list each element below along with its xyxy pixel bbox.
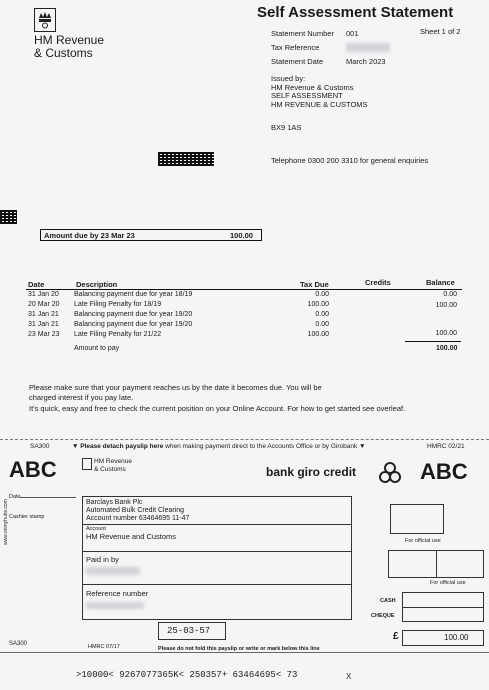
- col-balance: Balance: [426, 278, 455, 287]
- issuer-line-1: HM Revenue & Customs: [271, 82, 354, 92]
- crown-crest-icon: [34, 8, 56, 32]
- reference-redacted: [86, 602, 144, 609]
- cell-tax-due: 100.00: [307, 331, 329, 338]
- cell-tax-due: 0.00: [315, 311, 329, 318]
- micr-x: X: [346, 672, 352, 681]
- cut-line: [0, 652, 489, 653]
- detach-line: [0, 439, 489, 440]
- paid-in-by-label: Paid in by: [86, 555, 119, 564]
- col-date: Date: [28, 280, 45, 289]
- abc-right: ABC: [420, 459, 468, 484]
- payslip-sa300: SA300: [9, 641, 28, 647]
- date-line[interactable]: [20, 497, 76, 498]
- issuer-address: [271, 75, 368, 109]
- official-use-label-2: For official use: [430, 580, 466, 586]
- cell-tax-due: 0.00: [315, 321, 329, 328]
- micr-line: >10000< 9267077365K< 250357+ 63464695< 73: [76, 670, 298, 680]
- date-label: Date: [9, 494, 21, 500]
- cell-tax-due: 0.00: [315, 291, 329, 298]
- tax-reference-label: Tax Reference: [271, 43, 320, 52]
- issued-by-label: Issued by:: [271, 74, 306, 83]
- detach-instruction: [72, 443, 365, 451]
- table-row: [0, 291, 489, 301]
- datamatrix-icon: [0, 210, 17, 224]
- document-title: Self Assessment Statement: [257, 4, 454, 21]
- payslip-hmrc-code: HMRC 07/17: [88, 644, 120, 650]
- hmrc-code: HMRC 02/21: [427, 443, 465, 450]
- org-line-2: & Customs: [34, 46, 93, 60]
- cell-description: Balancing payment due for year 19/20: [74, 321, 193, 328]
- cash-label: CASH: [380, 598, 396, 604]
- payslip-org-line-1: HM Revenue: [94, 458, 132, 465]
- statement-date-label: Statement Date: [271, 57, 324, 66]
- cell-tax-due: 100.00: [307, 301, 329, 308]
- statement-number-label: Statement Number: [271, 29, 334, 38]
- amount-to-pay-value: 100.00: [436, 345, 458, 352]
- divider: [82, 551, 352, 552]
- issuer-postcode: BX9 1AS: [271, 123, 302, 132]
- table-rule: [26, 289, 462, 290]
- col-credits: Credits: [365, 278, 391, 287]
- paid-in-by-redacted: [86, 567, 140, 575]
- total-rule: [405, 341, 461, 342]
- issuer-line-3: HM REVENUE & CUSTOMS: [271, 99, 368, 109]
- cell-balance: 0.00: [443, 291, 457, 298]
- giro-logo-icon: [378, 461, 402, 485]
- cheque-label: CHEQUE: [371, 613, 395, 619]
- col-description: Description: [76, 280, 118, 289]
- detach-rest: when making payment direct to the Accounts Office or by Girobank ▼: [163, 443, 366, 450]
- bank-line-2: Automated Bulk Credit Clearing: [86, 507, 185, 514]
- form-code: SA300: [30, 443, 50, 450]
- reference-number-label: Reference number: [86, 589, 149, 598]
- payslip-crest-icon: [82, 458, 92, 470]
- no-fold-notice: Please do not fold this payslip or write or mark below this line: [158, 646, 320, 652]
- table-row: [0, 331, 489, 341]
- table-row: [0, 321, 489, 331]
- cell-description: Balancing payment due for year 18/19: [74, 291, 193, 298]
- bank-giro-credit: bank giro credit: [266, 465, 357, 479]
- side-url: www.onmyhubs.com: [3, 499, 9, 545]
- cell-description: Late Filing Penalty for 18/19: [74, 301, 162, 308]
- tax-reference-redacted: [346, 43, 390, 52]
- divider: [82, 524, 352, 525]
- divider: [436, 550, 437, 578]
- cell-balance: 100.00: [435, 302, 457, 309]
- detach-prefix: ▼ Please detach payslip here: [72, 443, 164, 450]
- issuer-line-2: SELF ASSESSMENT: [271, 91, 343, 100]
- statement-number-value: 001: [346, 29, 359, 38]
- bank-line-1: Barclays Bank Plc: [86, 499, 143, 506]
- col-tax-due: Tax Due: [300, 280, 329, 289]
- cell-date: 23 Mar 23: [28, 331, 60, 338]
- cell-date: 20 Mar 20: [28, 301, 60, 308]
- payslip-org: [94, 458, 132, 473]
- abc-left: ABC: [9, 457, 57, 482]
- account-value: HM Revenue and Customs: [86, 532, 177, 541]
- barcode-icon: [158, 152, 214, 166]
- official-use-box-1: [390, 504, 444, 534]
- cell-date: 31 Jan 21: [28, 311, 59, 318]
- divider: [82, 584, 352, 585]
- cell-date: 31 Jan 20: [28, 291, 59, 298]
- message-line-3: It's quick, easy and free to check the current position on your Online Account. For how to get started see overleaf.: [29, 404, 406, 413]
- statement-date-value: March 2023: [346, 57, 386, 66]
- divider: [402, 607, 484, 608]
- amount-due-label: Amount due by 23 Mar 23: [44, 231, 135, 240]
- cell-date: 31 Jan 21: [28, 321, 59, 328]
- account-label: Account: [86, 526, 106, 532]
- table-row: [0, 311, 489, 321]
- cell-description: Balancing payment due for year 19/20: [74, 311, 193, 318]
- message-line-2: charged interest if you pay late.: [29, 393, 134, 402]
- payslip-org-line-2: & Customs: [94, 465, 126, 473]
- sort-code: 25-03-57: [167, 626, 211, 636]
- bank-line-3: Account number 63464695 11-47: [86, 515, 190, 522]
- org-name: [34, 34, 104, 60]
- org-line-1: HM Revenue: [34, 33, 105, 47]
- cell-balance: 100.00: [435, 330, 457, 337]
- amount-box[interactable]: [402, 630, 484, 646]
- payslip-amount: 100.00: [444, 633, 469, 642]
- amount-to-pay-label: Amount to pay: [74, 345, 120, 352]
- official-use-label-1: For official use: [405, 538, 441, 544]
- message-line-1: Please make sure that your payment reaches us by the date it becomes due. You will be: [29, 383, 322, 392]
- cell-description: Late Filing Penalty for 21/22: [74, 331, 162, 338]
- pound-sign: £: [393, 631, 399, 642]
- amount-due-value: 100.00: [230, 231, 253, 240]
- sheet-number: Sheet 1 of 2: [420, 27, 461, 36]
- cashier-stamp-label: Cashier stamp: [9, 514, 45, 520]
- telephone-line: Telephone 0300 200 3310 for general enquiries: [271, 156, 429, 165]
- table-row: [0, 301, 489, 311]
